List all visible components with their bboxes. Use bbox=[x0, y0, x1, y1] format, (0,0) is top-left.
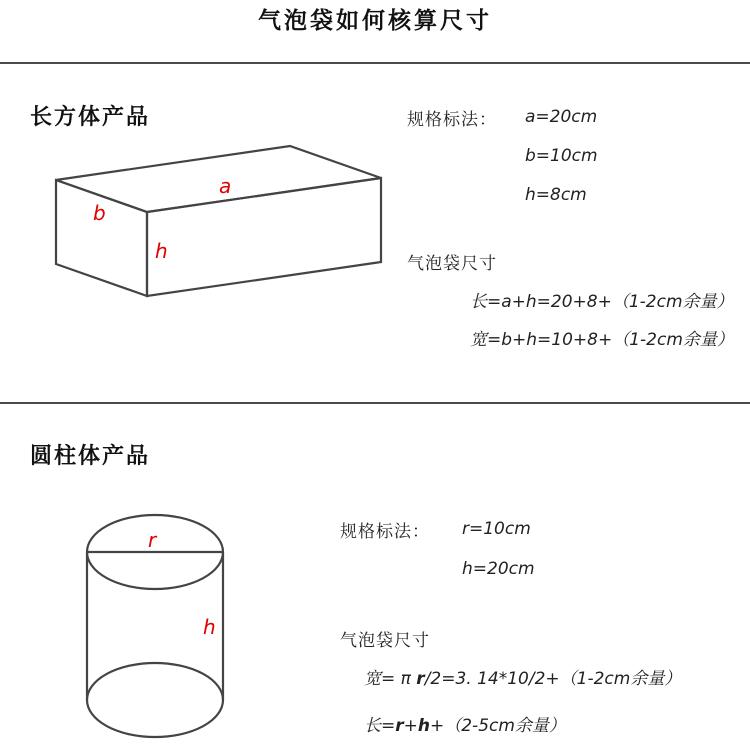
cuboid-spec-h: h=8cm bbox=[525, 185, 587, 205]
cylinder-spec-h: h=20cm bbox=[462, 559, 535, 579]
cylinder-dim-h: h bbox=[203, 615, 216, 639]
cuboid-dim-h: h bbox=[155, 239, 168, 263]
cylinder-width-prefix: 宽= π bbox=[364, 669, 417, 689]
cylinder-length-var-h: h bbox=[417, 716, 430, 736]
cylinder-width-var-r: r bbox=[416, 669, 425, 689]
cuboid-heading: 长方体产品 bbox=[30, 104, 151, 130]
cylinder-formula-length bbox=[364, 711, 566, 736]
cylinder-bag-label: 气泡袋尺寸 bbox=[340, 631, 430, 651]
cylinder-length-var-r: r bbox=[395, 716, 404, 736]
cylinder-bottom-ellipse bbox=[87, 663, 223, 737]
cuboid-spec-b: b=10cm bbox=[525, 146, 598, 166]
cylinder-spec-r: r=10cm bbox=[462, 519, 531, 539]
cuboid-dim-a: a bbox=[219, 174, 232, 198]
cylinder-length-rest: +（2-5cm余量） bbox=[430, 716, 566, 736]
cylinder-spec-label: 规格标法： bbox=[340, 522, 430, 542]
cuboid-formula-width: 宽=b+h=10+8+（1-2cm余量） bbox=[470, 330, 734, 350]
cylinder-length-plus: + bbox=[403, 716, 418, 736]
page-title: 气泡袋如何核算尺寸 bbox=[258, 7, 492, 34]
cuboid-dim-b: b bbox=[93, 201, 106, 225]
cuboid-spec-label: 规格标法： bbox=[407, 110, 497, 130]
cuboid-bag-label: 气泡袋尺寸 bbox=[407, 254, 497, 274]
cuboid-formula-length: 长=a+h=20+8+（1-2cm余量） bbox=[470, 292, 734, 312]
cylinder-dim-r: r bbox=[148, 528, 157, 552]
cylinder-width-rest: /2=3. 14*10/2+（1-2cm余量） bbox=[424, 669, 682, 689]
cylinder-length-prefix: 长= bbox=[364, 716, 396, 736]
cylinder-formula-width bbox=[364, 664, 681, 689]
cylinder-heading: 圆柱体产品 bbox=[30, 443, 151, 469]
cuboid-spec-a: a=20cm bbox=[525, 107, 598, 127]
